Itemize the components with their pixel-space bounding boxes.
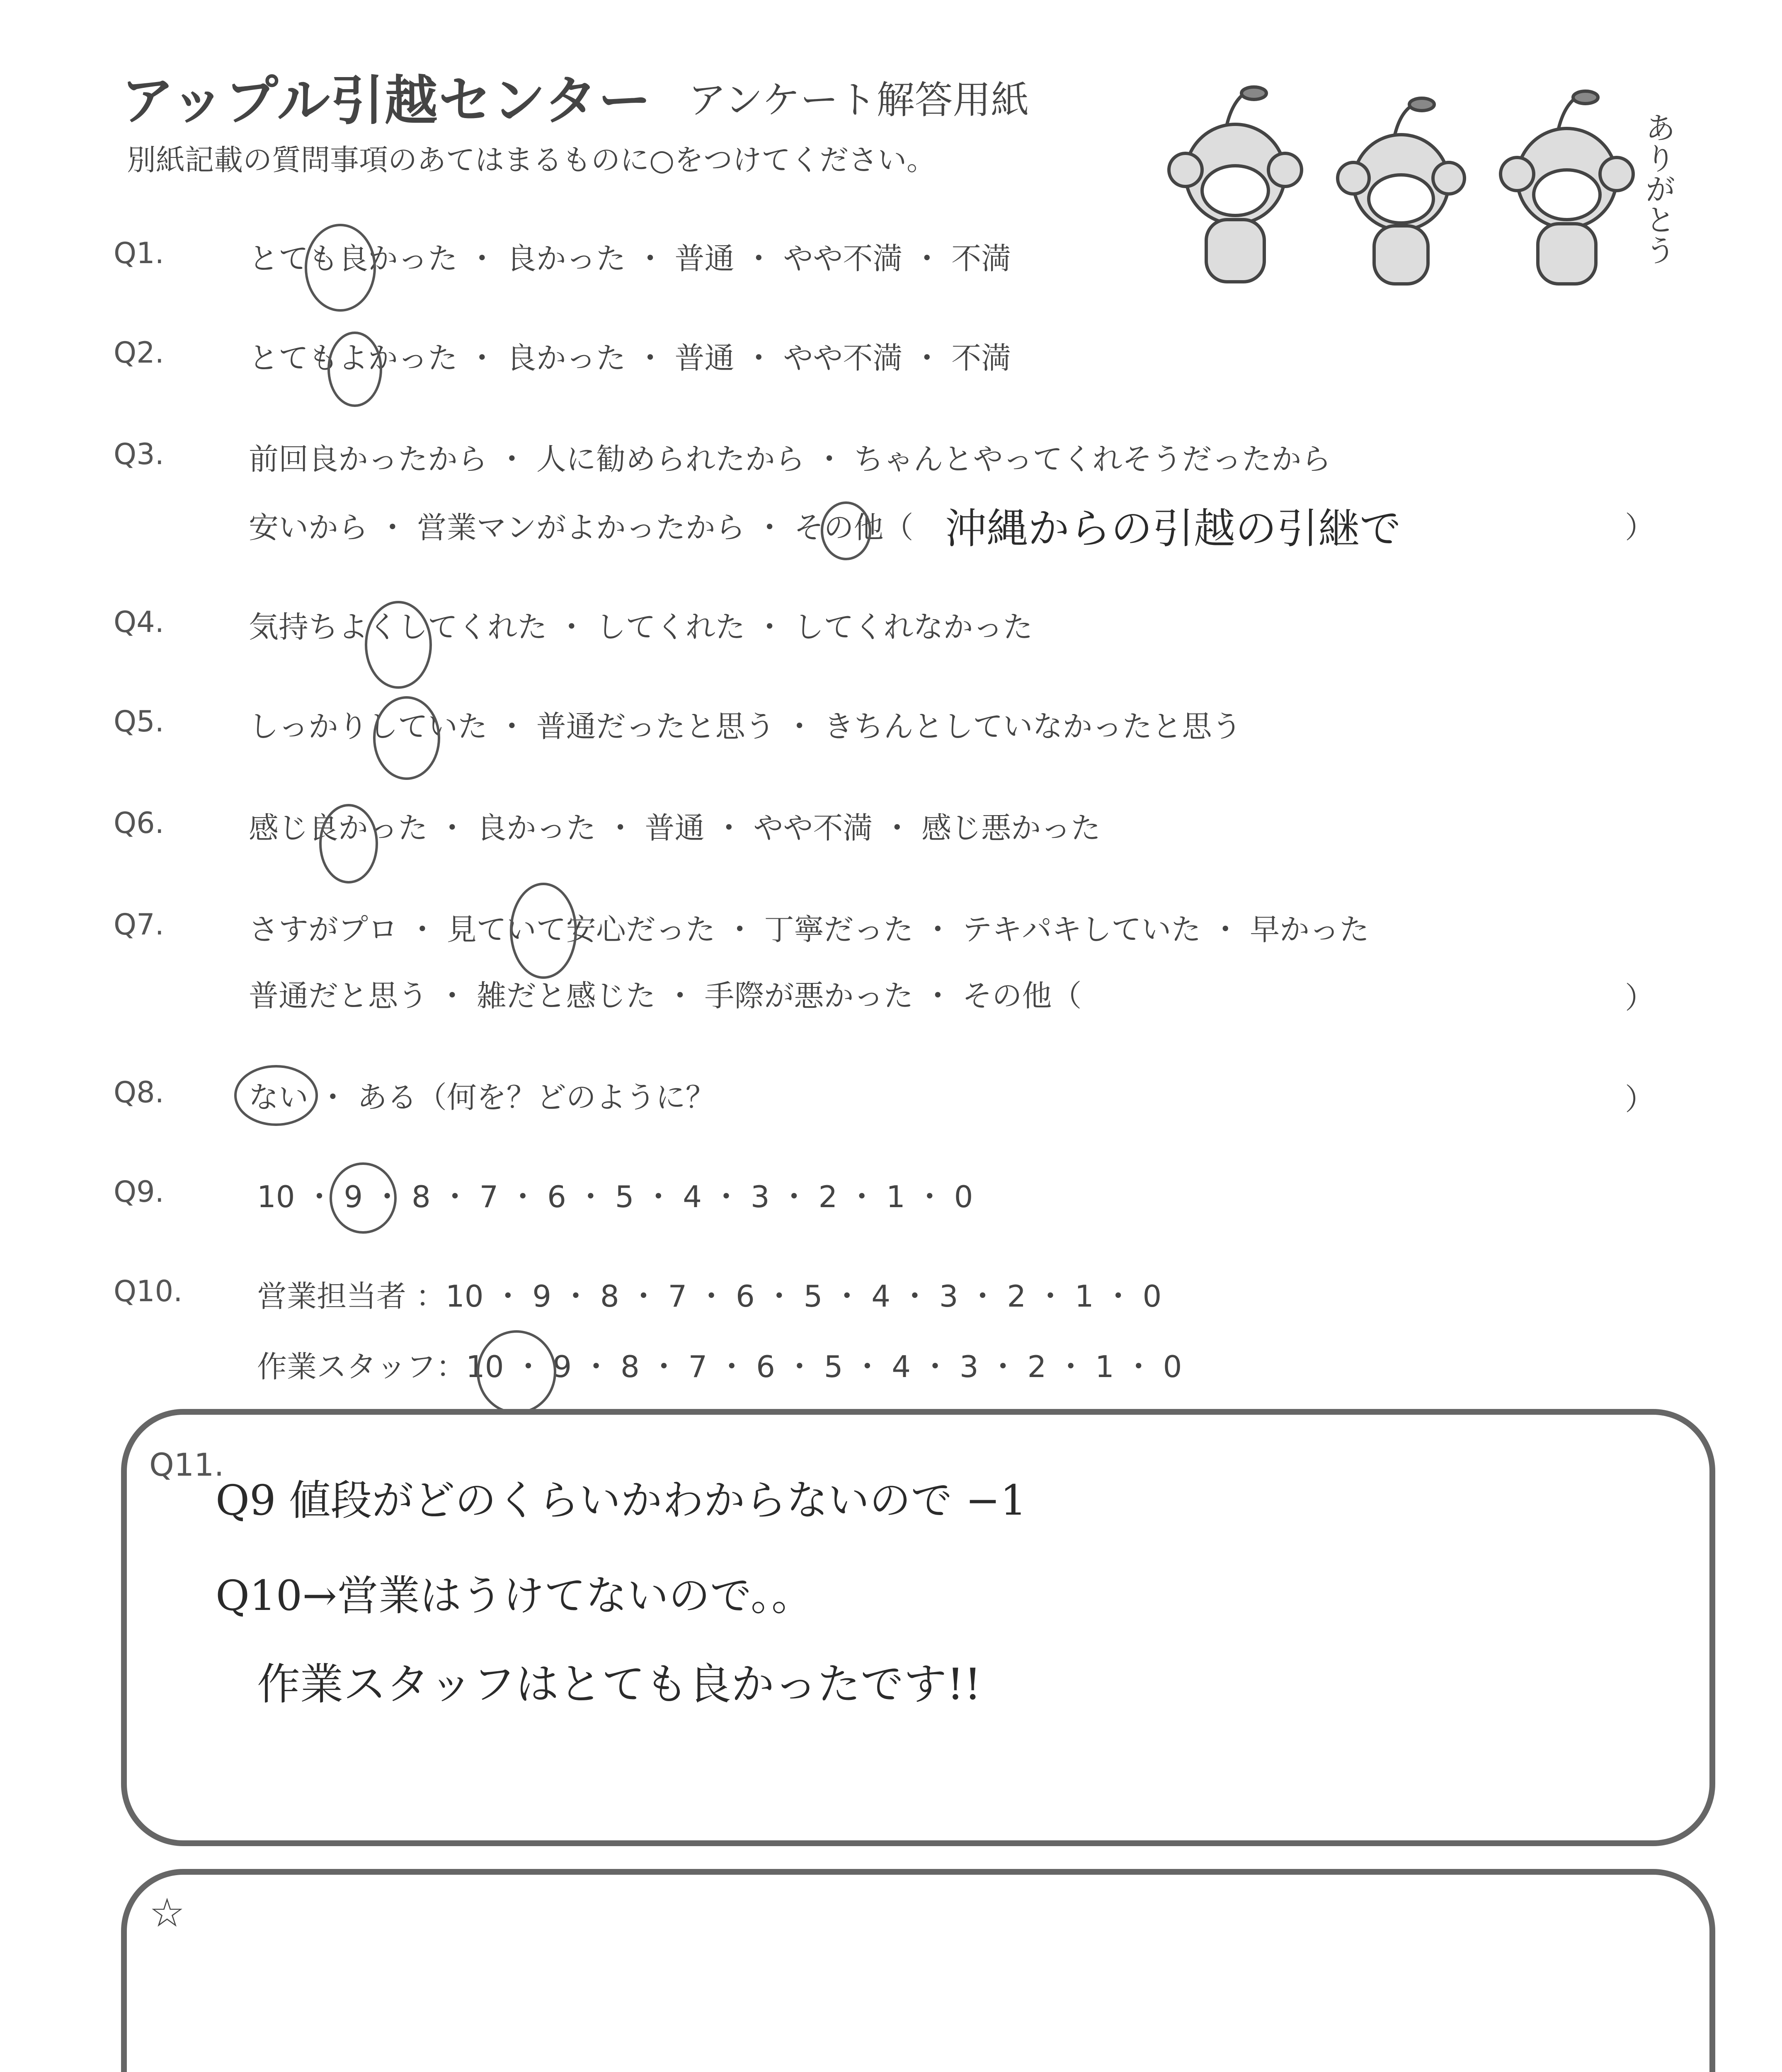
star-icon: ☆ (149, 1890, 185, 1936)
q5-number: Q5. (114, 704, 164, 738)
instruction-text: 別紙記載の質問事項のあてはまるものに○をつけてください。 (127, 143, 936, 177)
star-comment-box[interactable] (121, 1869, 1715, 2072)
q8-number: Q8. (114, 1075, 164, 1109)
monkey-2-icon (1338, 98, 1464, 284)
q2-options[interactable]: とてもよかった ・ 良かった ・ 普通 ・ やや不満 ・ 不満 (249, 341, 1011, 375)
q3-other-handwritten: 沖縄からの引越の引継で (945, 504, 1401, 553)
q6-options[interactable]: 感じ良かった ・ 良かった ・ 普通 ・ やや不満 ・ 感じ悪かった (249, 811, 1101, 845)
q11-handwritten-line3: 作業スタッフはとても良かったです!! (257, 1659, 982, 1709)
q3-options-line2[interactable]: 安いから ・ 営業マンがよかったから ・ その他（ (249, 510, 914, 545)
q7-number: Q7. (114, 908, 164, 942)
answer-mark-q6 (319, 804, 378, 884)
answer-mark-q8 (234, 1065, 318, 1126)
answer-mark-q10-staff (477, 1330, 556, 1414)
answer-mark-q5 (373, 696, 440, 780)
answer-mark-q1 (305, 224, 376, 312)
q10-sales-scale[interactable]: 営業担当者 ：10 ・ 9 ・ 8 ・ 7 ・ 6 ・ 5 ・ 4 ・ 3 ・ 2 ・ 1 ・ 0 (257, 1279, 1162, 1314)
q3-options-line1[interactable]: 前回良かったから ・ 人に勧められたから ・ ちゃんとやってくれそうだったから (249, 442, 1331, 477)
page-title: アップル引越センター (121, 70, 652, 132)
q11-handwritten-line2: Q10→営業はうけてないので。。 (216, 1571, 813, 1620)
q7-options-line2[interactable]: 普通だと思う ・ 雑だと感じた ・ 手際が悪かった ・ その他（ (249, 978, 1082, 1013)
q1-options[interactable]: とても良かった ・ 良かった ・ 普通 ・ やや不満 ・ 不満 (249, 241, 1011, 276)
q3-number: Q3. (114, 437, 164, 471)
q1-number: Q1. (114, 236, 164, 270)
q8-options[interactable]: ない ・ ある（何を？どのように？ (249, 1080, 715, 1115)
mascot-caption: ありがとう (1640, 112, 1676, 265)
answer-mark-q4 (365, 601, 432, 689)
answer-mark-q7 (510, 883, 577, 979)
q10-staff-scale[interactable]: 作業スタッフ：10 ・ 9 ・ 8 ・ 7 ・ 6 ・ 5 ・ 4 ・ 3 ・ 2 ・ 1 ・ 0 (257, 1349, 1182, 1384)
page-subtitle: アンケート解答用紙 (688, 78, 1029, 122)
q9-scale[interactable]: 10 ・ 9 ・ 8 ・ 7 ・ 6 ・ 5 ・ 4 ・ 3 ・ 2 ・ 1 ・ 0 (257, 1179, 973, 1214)
q7-options-line1[interactable]: さすがプロ ・ 見ていて安心だった ・ 丁寧だった ・ テキパキしていた ・ 早かった (249, 912, 1370, 947)
mascot-illustration (1144, 75, 1700, 290)
q4-number: Q4. (114, 605, 164, 639)
q11-label: Q11. (149, 1446, 224, 1483)
q4-options[interactable]: 気持ちよくしてくれた ・ してくれた ・ してくれなかった (249, 610, 1033, 644)
q11-handwritten-line1: Q9 値段がどのくらいかわからないので −1 (216, 1476, 1027, 1525)
answer-mark-q9 (330, 1162, 397, 1234)
answer-mark-q2 (327, 332, 382, 407)
q3-close-paren: ） (1625, 510, 1655, 545)
q9-number: Q9. (114, 1175, 164, 1209)
monkey-1-icon (1169, 87, 1302, 282)
q5-options[interactable]: しっかりしていた ・ 普通だったと思う ・ きちんとしていなかったと思う (249, 709, 1242, 744)
q8-close-paren: ） (1625, 1082, 1655, 1117)
q6-number: Q6. (114, 806, 164, 840)
answer-mark-q3 (821, 501, 871, 560)
q7-close-paren: ） (1625, 980, 1655, 1015)
q2-number: Q2. (114, 336, 164, 370)
q10-number: Q10. (114, 1274, 183, 1308)
monkey-3-icon (1501, 91, 1633, 284)
